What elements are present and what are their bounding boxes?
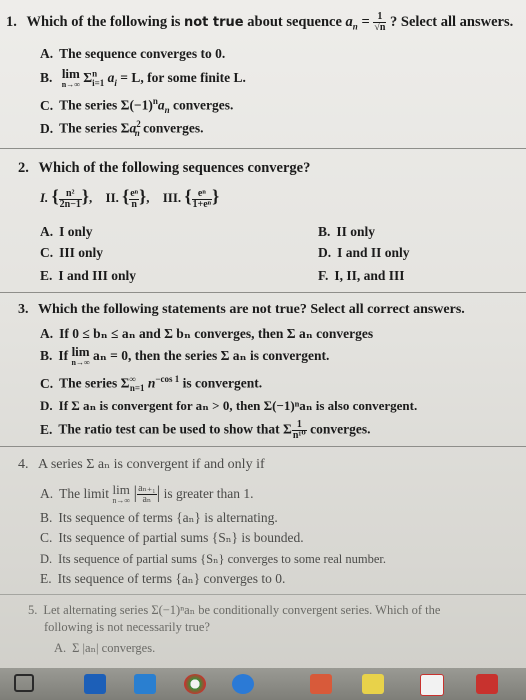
q1-option-c: C. The series $\Sigma(-1)^na_n$ converges.: [40, 96, 234, 116]
acrobat-icon-2[interactable]: [476, 674, 498, 694]
store-icon[interactable]: [310, 674, 332, 694]
divider: [0, 446, 526, 447]
taskbar: [0, 668, 526, 700]
q4-option-c: C. Its sequence of partial sums {Sₙ} is bounded.: [40, 530, 304, 545]
question-4-text: 4. A series Σ aₙ is convergent if and only if: [18, 457, 265, 472]
q2-option-e: E. I and III only: [40, 268, 137, 283]
q5-option-a: A. Σ |aₙ| converges.: [54, 641, 156, 655]
acrobat-icon[interactable]: [420, 674, 444, 696]
question-2-text: 2. Which of the following sequences converge?: [18, 160, 311, 176]
divider: [0, 594, 526, 595]
q3-option-d: D. If Σ aₙ is convergent for aₙ > 0, then Σ(−1)ⁿaₙ is also convergent.: [40, 398, 418, 413]
q2-option-a: A. I only: [40, 224, 93, 239]
q1-option-b: B. lim n→∞ $\Sigma^n_{i=1}$ $a_i = L$, for some finite L.: [40, 66, 246, 89]
q1-option-a: A. The sequence converges to 0.: [40, 46, 226, 61]
q3-option-c: C. The series $\Sigma^\infty_{n=1}$ $n^{-cos 1}$ is convergent.: [40, 374, 263, 394]
q2-option-d: D. I and II only: [318, 245, 410, 260]
q4-option-a: A. The limit lim n→∞ | $\frac{\text{aₙ₊₁}}{\text{aₙ}}$ | is greater than 1.: [40, 481, 254, 506]
q2-option-c: C. III only: [40, 245, 104, 260]
divider: [0, 148, 526, 149]
question-5-line1: 5. Let alternating series Σ(−1)ⁿaₙ be conditionally convergent series. Which of the: [28, 603, 441, 617]
q4-option-b: B. Its sequence of terms {aₙ} is alternating.: [40, 510, 278, 525]
q3-option-a: A. If 0 ≤ bₙ ≤ aₙ and Σ bₙ converges, then Σ aₙ converges: [40, 326, 374, 341]
q3-option-b: B. If lim n→∞ aₙ = 0, then the series Σ aₙ is convergent.: [40, 344, 330, 367]
q2-option-b: B. II only: [318, 224, 376, 239]
question-5-line2: following is not necessarily true?: [44, 620, 210, 634]
question-number: 1.: [6, 13, 17, 30]
task-view-icon[interactable]: [14, 674, 34, 692]
q4-option-d: D. Its sequence of partial sums {Sₙ} converges to some real number.: [40, 552, 387, 566]
q3-option-e: E. The ratio test can be used to show that Σ $\frac{1}{\text{n¹⁰}}$ converges.: [40, 419, 371, 441]
chrome-icon[interactable]: [184, 674, 206, 694]
question-1-text: 1. Which of the following is not true about sequence $a_n$ = $\frac{1}{√n}$ ? Select all answers.: [6, 11, 514, 33]
question-3-text: 3. Which the following statements are not true? Select all correct answers.: [18, 302, 465, 317]
divider: [0, 292, 526, 293]
q2-sequences: I. { $\frac{\text{n²}}{2n-1}$ }, II. { $\frac{\text{eⁿ}}{n}$ }, III. { $\frac{\text{eⁿ}}{\text{1+eⁿ}}$ }: [40, 186, 220, 210]
q2-option-f: F. I, II, and III: [318, 268, 405, 283]
file-icon[interactable]: [362, 674, 384, 694]
fraction: $\frac{1}{√n}$: [374, 11, 386, 33]
folder-icon[interactable]: [134, 674, 156, 694]
calendar-icon[interactable]: [84, 674, 106, 694]
q1-option-d: D. The series $\Sigma a^2_n$ converges.: [40, 119, 204, 139]
q4-option-e: E. Its sequence of terms {aₙ} converges to 0.: [40, 571, 286, 586]
limit: lim n→∞: [61, 66, 80, 89]
edge-icon[interactable]: [232, 674, 254, 694]
